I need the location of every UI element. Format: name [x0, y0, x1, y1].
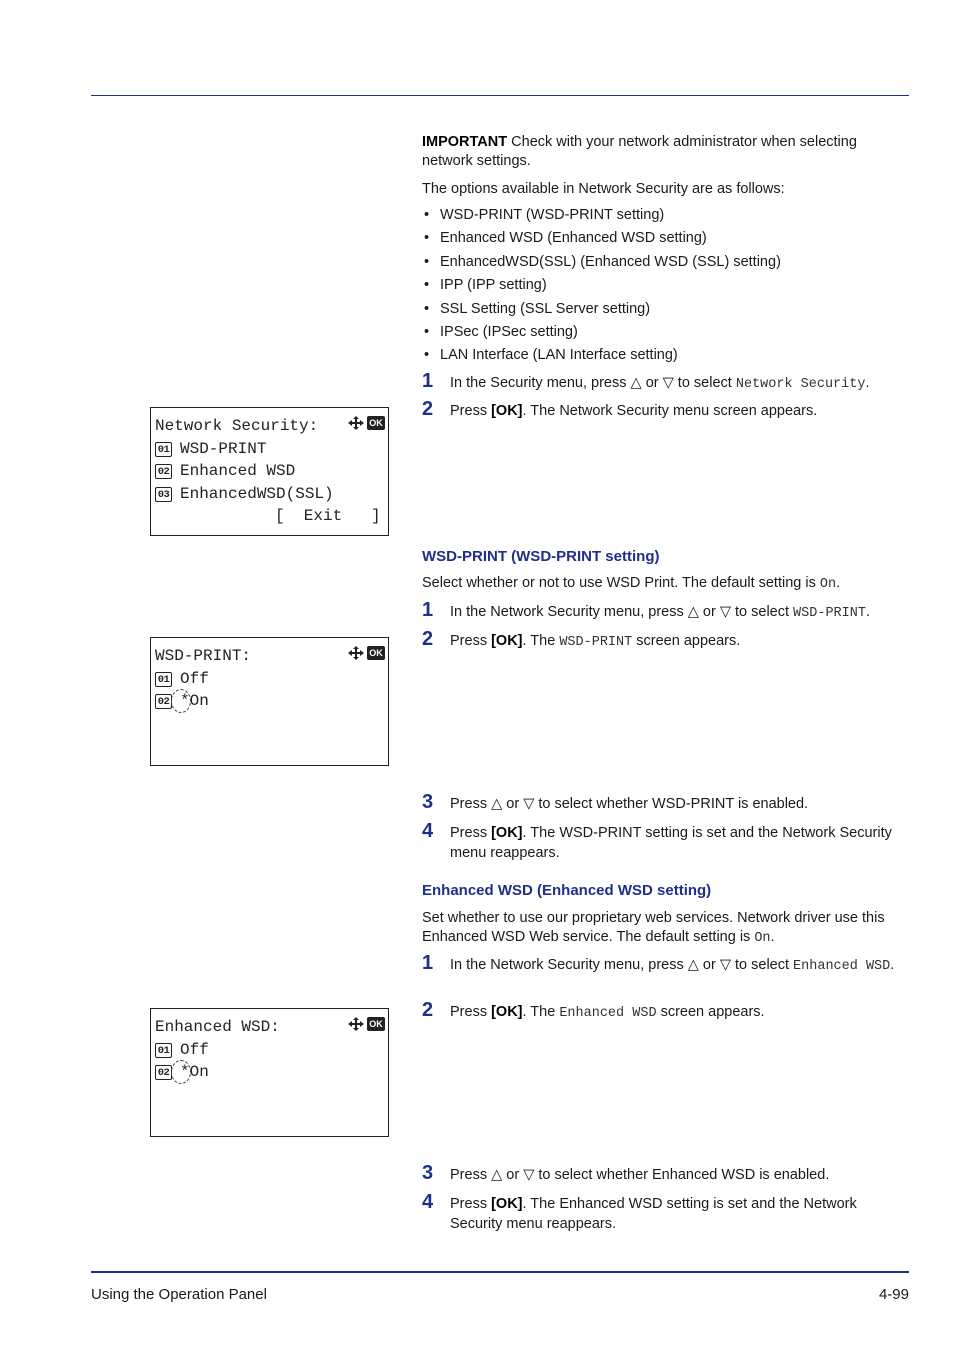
menu-item: 02 *On	[155, 691, 209, 711]
menu-item: 03 EnhancedWSD(SSL)	[155, 484, 334, 504]
ewsd-description: Set whether to use our proprietary web services. Network driver use this Enhanced WSD Web service. The default setting is On.	[422, 910, 885, 946]
list-item: • SSL Setting (SSL Server setting)	[422, 300, 909, 323]
nav-ok-icon	[347, 415, 385, 431]
ewsd-heading: Enhanced WSD (Enhanced WSD setting)	[422, 882, 712, 899]
selection-cursor-icon	[171, 689, 191, 713]
panel-title: Network Security:	[155, 417, 319, 435]
panel-network-security	[150, 407, 389, 536]
page-number: 4-99	[878, 1286, 909, 1303]
exit-softkey: [ Exit ]	[275, 507, 381, 525]
list-item: • LAN Interface (LAN Interface setting)	[422, 346, 909, 369]
list-item: • IPSec (IPSec setting)	[422, 323, 909, 346]
list-item: • Enhanced WSD (Enhanced WSD setting)	[422, 229, 909, 252]
intro-step-2: 2 Press [OK]. The Network Security menu screen appears.	[422, 398, 818, 420]
menu-item: 02 Enhanced WSD	[155, 461, 295, 481]
list-item: • WSD-PRINT (WSD-PRINT setting)	[422, 206, 909, 229]
ewsd-step-3: 3 Press △ or ▽ to select whether Enhanced WSD is enabled.	[422, 1162, 830, 1184]
nav-ok-icon	[347, 1016, 385, 1032]
menu-item: 02 *On	[155, 1062, 209, 1082]
nav-ok-icon	[347, 645, 385, 661]
ewsd-step-4: 4 Press [OK]. The Enhanced WSD setting is set and the Network Security menu reappears.	[422, 1191, 857, 1232]
wsd-step-3: 3 Press △ or ▽ to select whether WSD-PRINT is enabled.	[422, 791, 809, 813]
ok-icon: OK	[367, 646, 385, 660]
ewsd-step-1: 1 In the Network Security menu, press △ or ▽ to select Enhanced WSD.	[422, 952, 895, 974]
ok-icon: OK	[367, 416, 385, 430]
ewsd-step-2: 2 Press [OK]. The Enhanced WSD screen appears.	[422, 999, 765, 1021]
four-way-arrow-icon	[347, 645, 365, 661]
four-way-arrow-icon	[347, 1016, 365, 1032]
menu-item: 01 Off	[155, 669, 209, 689]
header-rule	[91, 95, 909, 96]
wsd-step-2: 2 Press [OK]. The WSD-PRINT screen appears.	[422, 628, 741, 650]
wsd-description: Select whether or not to use WSD Print. The default setting is On.	[422, 575, 841, 592]
panel-title: WSD-PRINT:	[155, 647, 252, 665]
panel-wsd-print	[150, 637, 389, 766]
footer-section-title: Using the Operation Panel	[91, 1286, 267, 1303]
menu-item: 01 WSD-PRINT	[155, 439, 266, 459]
options-list	[422, 206, 909, 370]
list-item: • IPP (IPP setting)	[422, 276, 909, 299]
wsd-heading: WSD-PRINT (WSD-PRINT setting)	[422, 548, 660, 565]
selection-cursor-icon	[171, 1060, 191, 1084]
wsd-step-1: 1 In the Network Security menu, press △ or ▽ to select WSD-PRINT.	[422, 599, 870, 621]
list-item: • EnhancedWSD(SSL) (Enhanced WSD (SSL) setting)	[422, 253, 909, 276]
options-intro: The options available in Network Security are as follows:	[422, 181, 785, 197]
menu-item: 01 Off	[155, 1040, 209, 1060]
wsd-step-4: 4 Press [OK]. The WSD-PRINT setting is set and the Network Security menu reappears.	[422, 820, 892, 861]
footer-rule	[91, 1271, 909, 1273]
ok-icon: OK	[367, 1017, 385, 1031]
four-way-arrow-icon	[347, 415, 365, 431]
intro-step-1: 1 In the Security menu, press △ or ▽ to select Network Security.	[422, 370, 870, 392]
important-note: IMPORTANT Check with your network administrator when selecting network settings.	[422, 134, 857, 169]
panel-enhanced-wsd	[150, 1008, 389, 1137]
panel-title: Enhanced WSD:	[155, 1018, 280, 1036]
